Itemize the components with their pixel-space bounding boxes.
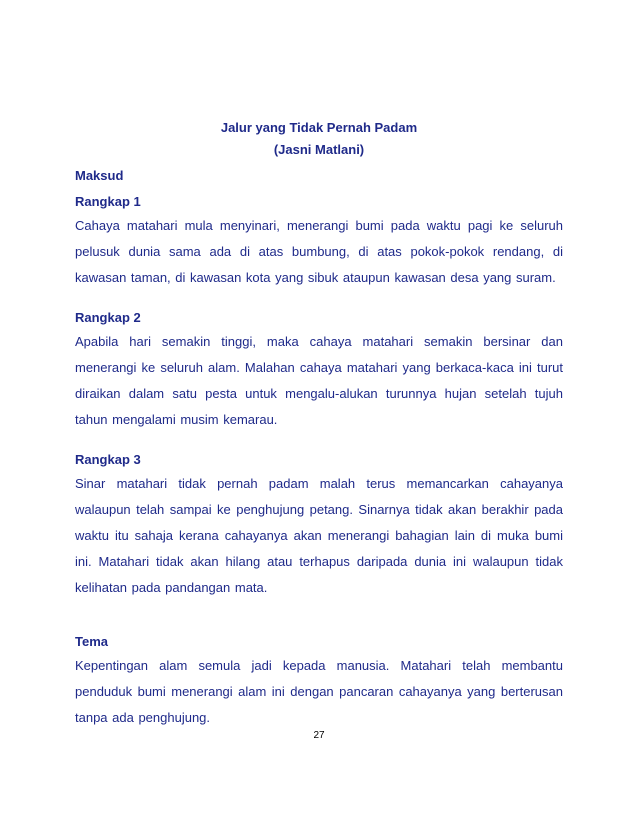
rangkap-2-text: Apabila hari semakin tinggi, maka cahaya matahari semakin bersinar dan menerangi ke seluruh alam. Malahan cahaya matahari yang berkaca-kaca ini turut diraikan dalam satu pesta untuk mengalu-alukan turunnya hujan setelah tujuh tahun mengalami musim kemarau.: [75, 334, 563, 427]
rangkap-2-heading: Rangkap 2: [75, 310, 141, 325]
rangkap-3-text: Sinar matahari tidak pernah padam malah terus memancarkan cahayanya walaupun telah sampai ke penghujung petang. Sinarnya tidak akan berakhir pada waktu itu sahaja kerana cahayanya akan menerangi bahagian lain di muka bumi ini. Matahari tidak akan hilang atau terhapus daripada dunia ini walaupun tidak kelihatan pada pandangan mata.: [75, 476, 563, 595]
tema-text: Kepentingan alam semula jadi kepada manusia. Matahari telah membantu penduduk bumi menerangi alam ini dengan pancaran cahayanya yang berterusan tanpa ada penghujung.: [75, 658, 563, 725]
rangkap-1-heading: Rangkap 1: [75, 194, 141, 209]
page-number: 27: [313, 730, 325, 741]
tema-heading: Tema: [75, 634, 108, 649]
poem-author: (Jasni Matlani): [273, 142, 365, 157]
maksud-heading: Maksud: [75, 168, 124, 183]
rangkap-3-heading: Rangkap 3: [75, 452, 141, 467]
document-title: [0, 117, 638, 161]
document-body: [75, 165, 563, 731]
poem-title: Jalur yang Tidak Pernah Padam: [220, 120, 418, 135]
rangkap-1-text: Cahaya matahari mula menyinari, menerangi bumi pada waktu pagi ke seluruh pelusuk dunia sama ada di atas bumbung, di atas pokok-pokok rendang, di kawasan taman, di kawasan kota yang sibuk ataupun kawasan desa yang suram.: [75, 218, 563, 285]
